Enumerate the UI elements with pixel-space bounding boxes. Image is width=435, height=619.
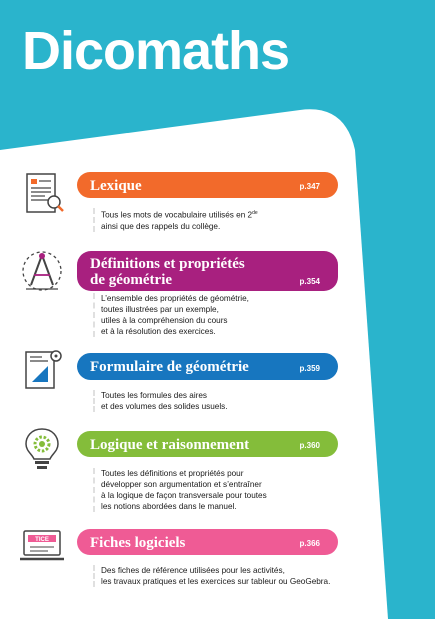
description-line-2: ainsi que des rappels du collège.: [101, 221, 221, 231]
section-description: [93, 390, 347, 412]
section-header-definitions[interactable]: [77, 251, 338, 291]
section-header-lexique[interactable]: [77, 172, 338, 198]
section-description: [93, 565, 347, 587]
laptop-icon: [18, 523, 66, 571]
section-title: Lexique: [90, 178, 142, 194]
page-reference: p.360: [299, 441, 320, 450]
description-text: Toutes les formules des aires et des volumes des solides usuels.: [101, 391, 228, 411]
section-header-fiches-logiciels[interactable]: [77, 529, 338, 555]
page-title: Dicomaths: [22, 21, 290, 81]
formula-sheet-icon: [18, 346, 66, 394]
section-title-line-2: de géométrie: [90, 272, 173, 288]
section-description: [93, 293, 347, 337]
section-title: Logique et raisonnement: [90, 437, 250, 453]
section-title-line-1: Définitions et propriétés: [90, 256, 245, 272]
section-title: Fiches logiciels: [90, 535, 186, 551]
description-text: L’ensemble des propriétés de géométrie, toutes illustrées par un exemple, utiles à la compréhension du cours et à la résolution des exercices.: [101, 294, 249, 336]
description-line-1: Tous les mots de vocabulaire utilisés en 2de: [101, 210, 258, 220]
section-header-logique[interactable]: [77, 431, 338, 457]
page-reference: p.366: [299, 539, 320, 548]
description-text: Des fiches de référence utilisées pour les activités, les travaux pratiques et les exercices sur tableur ou GeoGebra.: [101, 566, 331, 586]
tice-label: TICE: [35, 537, 49, 543]
section-description: [93, 468, 347, 512]
page-reference: p.354: [299, 277, 320, 286]
lightbulb-gear-icon: [18, 425, 66, 473]
page-reference: p.359: [299, 364, 320, 373]
page-reference: p.347: [299, 182, 320, 191]
section-description: [93, 208, 347, 232]
section-title: Formulaire de géométrie: [90, 359, 249, 375]
compass-icon: [18, 247, 66, 295]
document-list-icon: [18, 170, 66, 218]
section-header-formulaire[interactable]: [77, 353, 338, 380]
description-text: Toutes les définitions et propriétés pour développer son argumentation et s’entraîner à la logique de façon transversale pour toutes les notions abordées dans le manuel.: [101, 469, 267, 511]
